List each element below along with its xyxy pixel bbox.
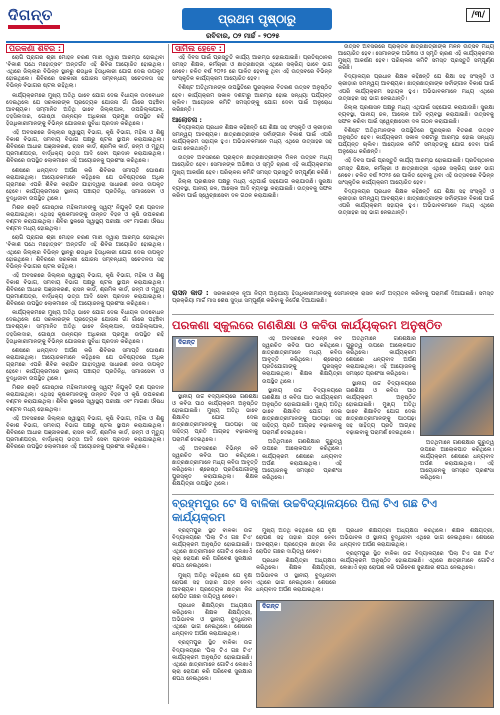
story3-photo (256, 600, 494, 708)
story2-paragraph: ଅତିଥିମାନେ ଗଣଶିକ୍ଷାର ଗୁରୁତ୍ୱ ଉପରେ ଆଲୋକପାତ କରିଥିଲେ। କାର୍ଯ୍ୟକ୍ରମ ଶେଷରେ ଧନ୍ୟବାଦ ଅର୍ପଣ କରାଯାଇଥିଲା। ଏହି ଆୟୋଜନକୁ ସମସ୍ତେ ପ୍ରଶଂସା କରିଥିଲେ। (420, 440, 494, 482)
column-divider (168, 44, 169, 704)
story2-photo-right (420, 336, 494, 436)
left-paragraph: ମିଶନ ଶକ୍ତି ଗୋଷ୍ଠୀର ମହିଳାମାନଙ୍କୁ ସ୍ୱୟଂ ନିଯୁକ୍ତି ଋଣ ପ୍ରଦାନ କରାଯାଇଥିଲା। ଏଥିସହ କୃଷକମାନଙ୍କୁ ଉନ୍ନତ ବିହନ ଓ କୃଷି ଉପକରଣ ବଣ୍ଟନ କରାଯାଇଥିଲା। ଶିବିର ସ୍ଥଳରେ ସ୍ୱାସ୍ଥ୍ୟ ପରୀକ୍ଷା ଏବଂ ମାଗଣା ଔଷଧ ବଣ୍ଟନ ମଧ୍ୟ ହୋଇଥିଲା। (6, 385, 164, 413)
left-paragraph: ଶେଷରେ ଧନ୍ୟବାଦ ଅର୍ପଣ କରି ଶିବିରର ସମାପ୍ତି ଘୋଷଣା କରାଯାଇଥିଲା। ଆୟୋଜକମାନେ କହିଥିଲେ ଯେ ଭବିଷ୍ୟତରେ ଅଧିକ ଗ୍ରାମରେ ଏପରି ଶିବିର କରାଯିବ ଯାହାଦ୍ୱାରା ସାଧାରଣ ଜନତା ଉପକୃତ ହେବେ। କାର୍ଯ୍ୟକ୍ରମରେ ସ୍ଥାନୀୟ ପଞ୍ଚାୟତ ପ୍ରତିନିଧି, ସମାଜସେବୀ ଓ ବୁଦ୍ଧିଜୀବୀ ଉପସ୍ଥିତ ଥିଲେ। (6, 347, 164, 383)
note-text: ସରକାରଙ୍କ ନୂଆ ନିୟମ ଅନୁଯାୟୀ ହିତାଧିକାରୀମାନଙ୍କୁ ସେମାନଙ୍କ ରାସନ କାର୍ଡ ଅଦ୍ୟତନ କରିବାକୁ ପରାମର୍ଶ ଦିଆଯାଇଛି। ସମସ୍ତ ପ୍ରକ୍ରିୟା ମାର୍ଚ୍ଚ ମାସ ଶେଷ ସୁଦ୍ଧା ସମ୍ପୂର୍ଣ୍ଣ କରିବାକୁ ନିର୍ଦ୍ଦେଶ ଦିଆଯାଇଛି। (172, 291, 494, 305)
right-paragraph: ଏହି ଦିବସ ପାଇଁ ପ୍ରସ୍ତୁତି କାର୍ଯ୍ୟ ଆରମ୍ଭ ହୋଇଯାଇଛି। ପ୍ରତିଷ୍ଠାନର ସମସ୍ତ ଶିକ୍ଷକ, କର୍ମଚାରୀ ଓ ଛାତ୍ରଛାତ୍ରୀ ଏଥିରେ ସକ୍ରିୟ ଭାବେ ଭାଗ ନେବେ। ଚଳିତ ବର୍ଷ ୨୦୨୫ ରେ ପାଳିତ ହେବାକୁ ଥିବା ଏହି ଉତ୍ସବରେ ବିଭିନ୍ନ ସାଂସ୍କୃତିକ କାର୍ଯ୍ୟକ୍ରମ ଆୟୋଜିତ ହେବ। (338, 158, 494, 186)
story2-paragraph: ସ୍ଥାନୀୟ ଉଚ୍ଚ ବିଦ୍ୟାଳୟରେ ଗଣଶିକ୍ଷା ଓ କବିତା ପାଠ କାର୍ଯ୍ୟକ୍ରମ ଅନୁଷ୍ଠିତ ହୋଇଯାଇଛି। ମୁଖ୍ୟ ଅତିଥି ଭାବେ ଶିକ୍ଷାବିତ ଯୋଗ ଦେଇ ଛାତ୍ରଛାତ୍ରୀମାନଙ୍କୁ ପାଠପଢ଼ା ସହ ସାହିତ୍ୟ ପ୍ରତି ଆଗ୍ରହ ବଢ଼ାଇବାକୁ ପରାମର୍ଶ ଦେଇଥିଲେ। (262, 387, 342, 437)
left-paragraph: ଏହି ଅବସରରେ ଜିଲ୍ଲାର ସ୍ୱାସ୍ଥ୍ୟ ବିଭାଗ, କୃଷି ବିଭାଗ, ମହିଳା ଓ ଶିଶୁ ବିକାଶ ବିଭାଗ, ସମବାୟ ବିଭାଗ ପକ୍ଷରୁ ଷ୍ଟଲ ସ୍ଥାପନ କରାଯାଇଥିଲା। ଶିବିରରେ ଆଧାର ପଞ୍ଜୀକରଣ, ରାସନ କାର୍ଡ, ଶ୍ରମିକ କାର୍ଡ, ଜନ୍ମ ଓ ମୃତ୍ୟୁ ପ୍ରମାଣପତ୍ର, ବାର୍ଦ୍ଧକ୍ୟ ଭତ୍ତା ଆଦି ସେବା ପ୍ରଦାନ କରାଯାଇଥିଲା। ଶିବିରରେ ଉପସ୍ଥିତ ଲୋକମାନେ ଏହି ଆୟୋଜନକୁ ପ୍ରଶଂସା କରିଥିଲେ। (6, 272, 164, 308)
page-number: /୩/ (466, 8, 490, 22)
story2-headline: ପରକଣା ସ୍କୁଲରେ ଗଣଶିକ୍ଷା ଓ କବିତା କାର୍ଯ୍ୟକ୍ରମ ଅନୁଷ୍ଠିତ (172, 318, 443, 332)
left-paragraph: ଶେଷରେ ଧନ୍ୟବାଦ ଅର୍ପଣ କରି ଶିବିରର ସମାପ୍ତି ଘୋଷଣା କରାଯାଇଥିଲା। ଆୟୋଜକମାନେ କହିଥିଲେ ଯେ ଭବିଷ୍ୟତରେ ଅଧିକ ଗ୍ରାମରେ ଏପରି ଶିବିର କରାଯିବ ଯାହାଦ୍ୱାରା ସାଧାରଣ ଜନତା ଉପକୃତ ହେବେ। କାର୍ଯ୍ୟକ୍ରମରେ ସ୍ଥାନୀୟ ପଞ୍ଚାୟତ ପ୍ରତିନିଧି, ସମାଜସେବୀ ଓ ବୁଦ୍ଧିଜୀବୀ ଉପସ୍ଥିତ ଥିଲେ। (6, 167, 164, 202)
story2-paragraph: ଅତିଥିମାନେ ଗଣଶିକ୍ଷାର ଗୁରୁତ୍ୱ ଉପରେ ଆଲୋକପାତ କରିଥିଲେ। କାର୍ଯ୍ୟକ୍ରମ ଶେଷରେ ଧନ୍ୟବାଦ ଅର୍ପଣ କରାଯାଇଥିଲା। ଏହି ଆୟୋଜନକୁ ସମସ୍ତେ ପ୍ରଶଂସା କରିଥିଲେ। (262, 439, 342, 481)
story3-paragraph: ମୁଖ୍ୟ ଅତିଥି କହିଥିଲେ ଯେ ବୃକ୍ଷ ରୋପଣ ସହ ତାହାର ଯତ୍ନ ନେବା ଆବଶ୍ୟକ। ପ୍ରତ୍ୟେକ ଛାତ୍ରୀ ନିଜ ରୋପିତ ଗଛର ଦାୟିତ୍ୱ ନେବେ। (172, 572, 252, 600)
photo-watermark-logo: ଦିଗନ୍ତ (178, 339, 196, 346)
right-paragraph: ବିଶିଷ୍ଟ ଅତିଥିମାନଙ୍କ ଉପସ୍ଥିତିରେ ପୁରସ୍କାର ବିତରଣ ଉତ୍ସବ ଅନୁଷ୍ଠିତ ହେବ। କାର୍ଯ୍ୟକ୍ରମ ସକାଳ ଦଶଟାରୁ ଆରମ୍ଭ ହୋଇ ସନ୍ଧ୍ୟା ପର୍ଯ୍ୟନ୍ତ ଚାଲିବ। ଆୟୋଜକ କମିଟି ସମସ୍ତଙ୍କୁ ଯୋଗ ଦେବା ପାଇଁ ଅନୁରୋଧ କରିଛନ୍ତି। (338, 128, 494, 156)
story3-headline: ବ୍ରହ୍ମପୁର ଟେ ସି ବାଳିକା ଉଚ୍ଚବିଦ୍ୟାଳୟରେ ପିଲା ଟିଏ ଗଛ ଟିଏ କାର୍ଯ୍ୟକ୍ରମ (172, 497, 437, 524)
story3-paragraph: ପ୍ରଧାନ ଶିକ୍ଷୟିତ୍ରୀ ଅଧ୍ୟକ୍ଷତା କରିଥିଲେ। ଶିକ୍ଷକ ଶିକ୍ଷୟିତ୍ରୀ, ଅଭିଭାବକ ଓ ସ୍ଥାନୀୟ ବୁଦ୍ଧିଜୀବୀ ଏଥିରେ ଭାଗ ନେଇଥିଲେ। ଶେଷରେ ଧନ୍ୟବାଦ ଅର୍ପଣ କରାଯାଇଥିଲା। (256, 558, 336, 593)
page-banner: ପ୍ରଥମ ପୃଷ୍ଠାରୁ (182, 8, 332, 30)
right-paragraph: ଜିଲ୍ଲା ପ୍ରଶାସନ ପକ୍ଷରୁ ମଧ୍ୟ ଏଥିପାଇଁ ସହଯୋଗ କରାଯାଉଛି। ସୁରକ୍ଷା ବ୍ୟବସ୍ଥା, ପାନୀୟ ଜଳ, ଆଲୋକ ଆଦି ବ୍ୟବସ୍ଥା କରାଯାଇଛି। ଉତ୍ସବକୁ ସଫଳ କରିବା ପାଇଁ ସ୍ୱେଚ୍ଛାସେବୀ ଦଳ ଗଠନ କରାଯାଇଛି। (338, 104, 494, 125)
left-kicker: ପରକଣା ଶିବିର : (6, 44, 64, 53)
newspaper-logo (8, 6, 72, 28)
left-paragraph: କାର୍ଯ୍ୟକ୍ରମରେ ମୁଖ୍ୟ ଅତିଥି ଭାବେ ଯୋଗ ଦେଇ ବିଧାୟକ ଉଦବୋଧନ ଦେଇଥିଲେ ଯେ ସରକାରଙ୍କ ପ୍ରତ୍ୟେକ ଯୋଜନା ଗାଁ ଗାଁରେ ପହଞ୍ଚିବା ଆବଶ୍ୟକ। ସମ୍ମାନିତ ଅତିଥି ଭାବେ ଜିଲ୍ଲାପାଳ, ଉପଜିଲ୍ଳାପାଳ, ତହସିଲଦାର, ଗୋଷ୍ଠୀ ଉନ୍ନୟନ ଅଧିକାରୀ ପ୍ରମୁଖ ଉପସ୍ଥିତ ରହି ହିତାଧିକାରୀମାନଙ୍କୁ ବିଭିନ୍ନ ଯୋଜନାର ସୁବିଧା ପ୍ରଦାନ କରିଥିଲେ। (6, 310, 164, 345)
left-paragraph: କାର୍ଯ୍ୟକ୍ରମରେ ମୁଖ୍ୟ ଅତିଥି ଭାବେ ଯୋଗ ଦେଇ ବିଧାୟକ ଉଦବୋଧନ ଦେଇଥିଲେ ଯେ ସରକାରଙ୍କ ପ୍ରତ୍ୟେକ ଯୋଜନା ଗାଁ ଗାଁରେ ପହଞ୍ଚିବା ଆବଶ୍ୟକ। ସମ୍ମାନିତ ଅତିଥି ଭାବେ ଜିଲ୍ଲାପାଳ, ଉପଜିଲ୍ଳାପାଳ, ତହସିଲଦାର, ଗୋଷ୍ଠୀ ଉନ୍ନୟନ ଅଧିକାରୀ ପ୍ରମୁଖ ଉପସ୍ଥିତ ରହି ହିତାଧିକାରୀମାନଙ୍କୁ ବିଭିନ୍ନ ଯୋଜନାର ସୁବିଧା ପ୍ରଦାନ କରିଥିଲେ। (6, 92, 164, 127)
left-column-story (6, 44, 164, 704)
story2-photo (172, 336, 258, 392)
right-paragraph: ଉତ୍ସବ ଅବସରରେ ପ୍ରାକ୍ତନ ଛାତ୍ରଛାତ୍ରୀଙ୍କ ମିଳନ ଉତ୍ସବ ମଧ୍ୟ ଆୟୋଜିତ ହେବ। ସେମାନଙ୍କ ଅଭିଜ୍ଞତା ଓ ସ୍ମୃତି ଚାରଣ ଏହି କାର୍ଯ୍ୟକ୍ରମର ମୁଖ୍ୟ ଆକର୍ଷଣ ହେବ। ପରିଚାଳନା କମିଟି ସମସ୍ତ ପ୍ରସ୍ତୁତି ସମ୍ପୂର୍ଣ୍ଣ କରିଛି। (172, 155, 332, 176)
masthead (6, 4, 494, 42)
note-kicker: ରାସନ କାର୍ଡ : (172, 290, 209, 297)
story2-body-right (346, 336, 416, 490)
story3-paragraph: ବ୍ରହ୍ମପୁର ସ୍ଥିତ ବାଳିକା ଉଚ୍ଚ ବିଦ୍ୟାଳୟରେ 'ପିଲା ଟିଏ ଗଛ ଟିଏ' କାର୍ଯ୍ୟକ୍ରମ ଅନୁଷ୍ଠିତ ହୋଇଯାଇଛି। ଏଥିରେ ଛାତ୍ରୀମାନେ ଗୋଟିଏ ଲେଖାଏଁ ଚାରା ରୋପଣ କରି ପରିବେଶ ସୁରକ୍ଷାର ଶପଥ ନେଇଥିଲେ। (172, 640, 252, 682)
right-paragraph: ବିଦ୍ୟାଳୟର ପ୍ରଧାନ ଶିକ୍ଷକ କହିଛନ୍ତି ଯେ ଶିକ୍ଷା ସହ ସଂସ୍କୃତି ଓ କ୍ରୀଡ଼ାର ସମନ୍ୱୟ ଆବଶ୍ୟକ। ଛାତ୍ରଛାତ୍ରୀଙ୍କ ସର୍ବାଙ୍ଗୀନ ବିକାଶ ପାଇଁ ଏପରି କାର୍ଯ୍ୟକ୍ରମ ସହାୟକ ହୁଏ। ଅଭିଭାବକମାନେ ମଧ୍ୟ ଏଥିରେ ଉତ୍ସାହର ସହ ଭାଗ ନେଇଥାନ୍ତି। (172, 124, 332, 153)
right-paragraph: ଜିଲ୍ଲା ପ୍ରଶାସନ ପକ୍ଷରୁ ମଧ୍ୟ ଏଥିପାଇଁ ସହଯୋଗ କରାଯାଉଛି। ସୁରକ୍ଷା ବ୍ୟବସ୍ଥା, ପାନୀୟ ଜଳ, ଆଲୋକ ଆଦି ବ୍ୟବସ୍ଥା କରାଯାଇଛି। ଉତ୍ସବକୁ ସଫଳ କରିବା ପାଇଁ ସ୍ୱେଚ୍ଛାସେବୀ ଦଳ ଗଠନ କରାଯାଇଛି। (172, 178, 332, 199)
story2-paragraph: ଅତିଥିମାନେ ଗଣଶିକ୍ଷାର ଗୁରୁତ୍ୱ ଉପରେ ଆଲୋକପାତ କରିଥିଲେ। କାର୍ଯ୍ୟକ୍ରମ ଶେଷରେ ଧନ୍ୟବାଦ ଅର୍ପଣ କରାଯାଇଥିଲା। ଏହି ଆୟୋଜନକୁ ସମସ୍ତେ ପ୍ରଶଂସା କରିଥିଲେ। (346, 336, 416, 378)
ration-card-note (172, 290, 494, 312)
right-paragraph: ଏହି ଦିବସ ପାଇଁ ପ୍ରସ୍ତୁତି କାର୍ଯ୍ୟ ଆରମ୍ଭ ହୋଇଯାଇଛି। ପ୍ରତିଷ୍ଠାନର ସମସ୍ତ ଶିକ୍ଷକ, କର୍ମଚାରୀ ଓ ଛାତ୍ରଛାତ୍ରୀ ଏଥିରେ ସକ୍ରିୟ ଭାବେ ଭାଗ ନେବେ। ଚଳିତ ବର୍ଷ ୨୦୨୫ ରେ ପାଳିତ ହେବାକୁ ଥିବା ଏହି ଉତ୍ସବରେ ବିଭିନ୍ନ ସାଂସ୍କୃତିକ କାର୍ଯ୍ୟକ୍ରମ ଆୟୋଜିତ ହେବ। (172, 55, 332, 83)
story2-paragraph: ସ୍ଥାନୀୟ ଉଚ୍ଚ ବିଦ୍ୟାଳୟରେ ଗଣଶିକ୍ଷା ଓ କବିତା ପାଠ କାର୍ଯ୍ୟକ୍ରମ ଅନୁଷ୍ଠିତ ହୋଇଯାଇଛି। ମୁଖ୍ୟ ଅତିଥି ଭାବେ ଶିକ୍ଷାବିତ ଯୋଗ ଦେଇ ଛାତ୍ରଛାତ୍ରୀମାନଙ୍କୁ ପାଠପଢ଼ା ସହ ସାହିତ୍ୟ ପ୍ରତି ଆଗ୍ରହ ବଢ଼ାଇବାକୁ ପରାମର୍ଶ ଦେଇଥିଲେ। (172, 394, 258, 443)
right-story-col2 (338, 44, 494, 312)
photo-watermark-logo: ଦିଗନ୍ତ (262, 603, 280, 610)
section-rule (172, 494, 494, 495)
header-rule (6, 41, 494, 43)
right-paragraph: ଉତ୍ସବ ଅବସରରେ ପ୍ରାକ୍ତନ ଛାତ୍ରଛାତ୍ରୀଙ୍କ ମିଳନ ଉତ୍ସବ ମଧ୍ୟ ଆୟୋଜିତ ହେବ। ସେମାନଙ୍କ ଅଭିଜ୍ଞତା ଓ ସ୍ମୃତି ଚାରଣ ଏହି କାର୍ଯ୍ୟକ୍ରମର ମୁଖ୍ୟ ଆକର୍ଷଣ ହେବ। ପରିଚାଳନା କମିଟି ସମସ୍ତ ପ୍ରସ୍ତୁତି ସମ୍ପୂର୍ଣ୍ଣ କରିଛି। (338, 44, 494, 72)
right-kicker: ସାମିଲ ହେବେ : (172, 44, 225, 53)
logo-text: ଦିଗନ୍ତ (8, 6, 53, 24)
story3-body-mid (256, 528, 336, 596)
story2-paragraph: ଏହି ଅବସରରେ ବିଭିନ୍ନ କବି ସ୍ୱରଚିତ କବିତା ପାଠ କରିଥିଲେ। ଛାତ୍ରଛାତ୍ରୀମାନେ ମଧ୍ୟ କବିତା ଆବୃତ୍ତି କରିଥିଲେ। ଶ୍ରେଷ୍ଠ ପ୍ରତିଯୋଗୀଙ୍କୁ ପୁରସ୍କୃତ କରାଯାଇଥିଲା। ଶିକ୍ଷକ ଶିକ୍ଷୟିତ୍ରୀ ଉପସ୍ଥିତ ଥିଲେ। (262, 336, 342, 385)
story3-body-left (172, 528, 252, 708)
logo-bar (8, 25, 60, 29)
story3-paragraph: ବ୍ରହ୍ମପୁର ସ୍ଥିତ ବାଳିକା ଉଚ୍ଚ ବିଦ୍ୟାଳୟରେ 'ପିଲା ଟିଏ ଗଛ ଟିଏ' କାର୍ଯ୍ୟକ୍ରମ ଅନୁଷ୍ଠିତ ହୋଇଯାଇଛି। ଏଥିରେ ଛାତ୍ରୀମାନେ ଗୋଟିଏ ଲେଖାଏଁ ଚାରା ରୋପଣ କରି ପରିବେଶ ସୁରକ୍ଷାର ଶପଥ ନେଇଥିଲେ। (172, 528, 252, 570)
story2-paragraph: ସ୍ଥାନୀୟ ଉଚ୍ଚ ବିଦ୍ୟାଳୟରେ ଗଣଶିକ୍ଷା ଓ କବିତା ପାଠ କାର୍ଯ୍ୟକ୍ରମ ଅନୁଷ୍ଠିତ ହୋଇଯାଇଛି। ମୁଖ୍ୟ ଅତିଥି ଭାବେ ଶିକ୍ଷାବିତ ଯୋଗ ଦେଇ ଛାତ୍ରଛାତ୍ରୀମାନଙ୍କୁ ପାଠପଢ଼ା ସହ ସାହିତ୍ୟ ପ୍ରତି ଆଗ୍ରହ ବଢ଼ାଇବାକୁ ପରାମର୍ଶ ଦେଇଥିଲେ। (346, 380, 416, 437)
left-paragraph: ରୋଗି ପ୍ରାଗର ଶ୍ରୀ ମୋହନ ଚରଣ ମାଝୀ ଦ୍ୱାରା ଆରମ୍ଭ ହୋଇଥିବା 'ବିକାଶ ପଥେ ମହୋତ୍ସବ' ଅନ୍ତର୍ଗତ ଏହି ଶିବିର ଆୟୋଜିତ ହୋଇଥିଲା। ଏଥିରେ ଜିଲ୍ଲାର ବିଭିନ୍ନ ସ୍ଥାନରୁ ଶତାଧିକ ହିତାଧିକାରୀ ଯୋଗ ଦେଇ ଉପକୃତ ହୋଇଥିଲେ। ଶିବିରରେ ସରକାରୀ ଯୋଜନା ସମ୍ବନ୍ଧୀୟ ସଚେତନତା ସହ ବିଭିନ୍ନ ବିଭାଗର ଷ୍ଟଲ ରହିଥିଲା। (6, 55, 164, 90)
section-rule (172, 314, 494, 315)
left-paragraph: ରୋଗି ପ୍ରାଗର ଶ୍ରୀ ମୋହନ ଚରଣ ମାଝୀ ଦ୍ୱାରା ଆରମ୍ଭ ହୋଇଥିବା 'ବିକାଶ ପଥେ ମହୋତ୍ସବ' ଅନ୍ତର୍ଗତ ଏହି ଶିବିର ଆୟୋଜିତ ହୋଇଥିଲା। ଏଥିରେ ଜିଲ୍ଲାର ବିଭିନ୍ନ ସ୍ଥାନରୁ ଶତାଧିକ ହିତାଧିକାରୀ ଯୋଗ ଦେଇ ଉପକୃତ ହୋଇଥିଲେ। ଶିବିରରେ ସରକାରୀ ଯୋଜନା ସମ୍ବନ୍ଧୀୟ ସଚେତନତା ସହ ବିଭିନ୍ନ ବିଭାଗର ଷ୍ଟଲ ରହିଥିଲା। (6, 235, 164, 270)
dateline: ରବିବାର, ୦୨ ମାର୍ଚ୍ଚ - ୨୦୨୫ (206, 32, 280, 40)
left-paragraph: ଏହି ଅବସରରେ ଜିଲ୍ଲାର ସ୍ୱାସ୍ଥ୍ୟ ବିଭାଗ, କୃଷି ବିଭାଗ, ମହିଳା ଓ ଶିଶୁ ବିକାଶ ବିଭାଗ, ସମବାୟ ବିଭାଗ ପକ୍ଷରୁ ଷ୍ଟଲ ସ୍ଥାପନ କରାଯାଇଥିଲା। ଶିବିରରେ ଆଧାର ପଞ୍ଜୀକରଣ, ରାସନ କାର୍ଡ, ଶ୍ରମିକ କାର୍ଡ, ଜନ୍ମ ଓ ମୃତ୍ୟୁ ପ୍ରମାଣପତ୍ର, ବାର୍ଦ୍ଧକ୍ୟ ଭତ୍ତା ଆଦି ସେବା ପ୍ରଦାନ କରାଯାଇଥିଲା। ଶିବିରରେ ଉପସ୍ଥିତ ଲୋକମାନେ ଏହି ଆୟୋଜନକୁ ପ୍ରଶଂସା କରିଥିଲେ। (6, 130, 164, 165)
story2-body-mid (262, 336, 342, 490)
right-subhead: ଆଲୋଚନା : (172, 115, 203, 124)
story3-paragraph: ମୁଖ୍ୟ ଅତିଥି କହିଥିଲେ ଯେ ବୃକ୍ଷ ରୋପଣ ସହ ତାହାର ଯତ୍ନ ନେବା ଆବଶ୍ୟକ। ପ୍ରତ୍ୟେକ ଛାତ୍ରୀ ନିଜ ରୋପିତ ଗଛର ଦାୟିତ୍ୱ ନେବେ। (256, 528, 336, 556)
right-story-col1 (172, 44, 332, 312)
story2-paragraph: ଏହି ଅବସରରେ ବିଭିନ୍ନ କବି ସ୍ୱରଚିତ କବିତା ପାଠ କରିଥିଲେ। ଛାତ୍ରଛାତ୍ରୀମାନେ ମଧ୍ୟ କବିତା ଆବୃତ୍ତି କରିଥିଲେ। ଶ୍ରେଷ୍ଠ ପ୍ରତିଯୋଗୀଙ୍କୁ ପୁରସ୍କୃତ କରାଯାଇଥିଲା। ଶିକ୍ଷକ ଶିକ୍ଷୟିତ୍ରୀ ଉପସ୍ଥିତ ଥିଲେ। (172, 445, 258, 488)
left-paragraph: ମିଶନ ଶକ୍ତି ଗୋଷ୍ଠୀର ମହିଳାମାନଙ୍କୁ ସ୍ୱୟଂ ନିଯୁକ୍ତି ଋଣ ପ୍ରଦାନ କରାଯାଇଥିଲା। ଏଥିସହ କୃଷକମାନଙ୍କୁ ଉନ୍ନତ ବିହନ ଓ କୃଷି ଉପକରଣ ବଣ୍ଟନ କରାଯାଇଥିଲା। ଶିବିର ସ୍ଥଳରେ ସ୍ୱାସ୍ଥ୍ୟ ପରୀକ୍ଷା ଏବଂ ମାଗଣା ଔଷଧ ବଣ୍ଟନ ମଧ୍ୟ ହୋଇଥିଲା। (6, 204, 164, 233)
story3-paragraph: ପ୍ରଧାନ ଶିକ୍ଷୟିତ୍ରୀ ଅଧ୍ୟକ୍ଷତା କରିଥିଲେ। ଶିକ୍ଷକ ଶିକ୍ଷୟିତ୍ରୀ, ଅଭିଭାବକ ଓ ସ୍ଥାନୀୟ ବୁଦ୍ଧିଜୀବୀ ଏଥିରେ ଭାଗ ନେଇଥିଲେ। ଶେଷରେ ଧନ୍ୟବାଦ ଅର୍ପଣ କରାଯାଇଥିଲା। (340, 528, 494, 549)
story2-body-left (172, 394, 258, 490)
story3-paragraph: ବ୍ରହ୍ମପୁର ସ୍ଥିତ ବାଳିକା ଉଚ୍ଚ ବିଦ୍ୟାଳୟରେ 'ପିଲା ଟିଏ ଗଛ ଟିଏ' କାର୍ଯ୍ୟକ୍ରମ ଅନୁଷ୍ଠିତ ହୋଇଯାଇଛି। ଏଥିରେ ଛାତ୍ରୀମାନେ ଗୋଟିଏ ଲେଖାଏଁ ଚାରା ରୋପଣ କରି ପରିବେଶ ସୁରକ୍ଷାର ଶପଥ ନେଇଥିଲେ। (340, 551, 494, 572)
left-paragraph: ଏହି ଅବସରରେ ଜିଲ୍ଲାର ସ୍ୱାସ୍ଥ୍ୟ ବିଭାଗ, କୃଷି ବିଭାଗ, ମହିଳା ଓ ଶିଶୁ ବିକାଶ ବିଭାଗ, ସମବାୟ ବିଭାଗ ପକ୍ଷରୁ ଷ୍ଟଲ ସ୍ଥାପନ କରାଯାଇଥିଲା। ଶିବିରରେ ଆଧାର ପଞ୍ଜୀକରଣ, ରାସନ କାର୍ଡ, ଶ୍ରମିକ କାର୍ଡ, ଜନ୍ମ ଓ ମୃତ୍ୟୁ ପ୍ରମାଣପତ୍ର, ବାର୍ଦ୍ଧକ୍ୟ ଭତ୍ତା ଆଦି ସେବା ପ୍ରଦାନ କରାଯାଇଥିଲା। ଶିବିରରେ ଉପସ୍ଥିତ ଲୋକମାନେ ଏହି ଆୟୋଜନକୁ ପ୍ରଶଂସା କରିଥିଲେ। (6, 415, 164, 450)
right-paragraph: ବିଦ୍ୟାଳୟର ପ୍ରଧାନ ଶିକ୍ଷକ କହିଛନ୍ତି ଯେ ଶିକ୍ଷା ସହ ସଂସ୍କୃତି ଓ କ୍ରୀଡ଼ାର ସମନ୍ୱୟ ଆବଶ୍ୟକ। ଛାତ୍ରଛାତ୍ରୀଙ୍କ ସର୍ବାଙ୍ଗୀନ ବିକାଶ ପାଇଁ ଏପରି କାର୍ଯ୍ୟକ୍ରମ ସହାୟକ ହୁଏ। ଅଭିଭାବକମାନେ ମଧ୍ୟ ଏଥିରେ ଉତ୍ସାହର ସହ ଭାଗ ନେଇଥାନ୍ତି। (338, 188, 494, 217)
story3-body-right (340, 528, 494, 596)
story2-body-far-right (420, 440, 494, 490)
right-paragraph: ବିଶିଷ୍ଟ ଅତିଥିମାନଙ୍କ ଉପସ୍ଥିତିରେ ପୁରସ୍କାର ବିତରଣ ଉତ୍ସବ ଅନୁଷ୍ଠିତ ହେବ। କାର୍ଯ୍ୟକ୍ରମ ସକାଳ ଦଶଟାରୁ ଆରମ୍ଭ ହୋଇ ସନ୍ଧ୍ୟା ପର୍ଯ୍ୟନ୍ତ ଚାଲିବ। ଆୟୋଜକ କମିଟି ସମସ୍ତଙ୍କୁ ଯୋଗ ଦେବା ପାଇଁ ଅନୁରୋଧ କରିଛନ୍ତି। (172, 85, 332, 113)
right-paragraph: ବିଦ୍ୟାଳୟର ପ୍ରଧାନ ଶିକ୍ଷକ କହିଛନ୍ତି ଯେ ଶିକ୍ଷା ସହ ସଂସ୍କୃତି ଓ କ୍ରୀଡ଼ାର ସମନ୍ୱୟ ଆବଶ୍ୟକ। ଛାତ୍ରଛାତ୍ରୀଙ୍କ ସର୍ବାଙ୍ଗୀନ ବିକାଶ ପାଇଁ ଏପରି କାର୍ଯ୍ୟକ୍ରମ ସହାୟକ ହୁଏ। ଅଭିଭାବକମାନେ ମଧ୍ୟ ଏଥିରେ ଉତ୍ସାହର ସହ ଭାଗ ନେଇଥାନ୍ତି। (338, 74, 494, 102)
story3-paragraph: ପ୍ରଧାନ ଶିକ୍ଷୟିତ୍ରୀ ଅଧ୍ୟକ୍ଷତା କରିଥିଲେ। ଶିକ୍ଷକ ଶିକ୍ଷୟିତ୍ରୀ, ଅଭିଭାବକ ଓ ସ୍ଥାନୀୟ ବୁଦ୍ଧିଜୀବୀ ଏଥିରେ ଭାଗ ନେଇଥିଲେ। ଶେଷରେ ଧନ୍ୟବାଦ ଅର୍ପଣ କରାଯାଇଥିଲା। (172, 602, 252, 638)
